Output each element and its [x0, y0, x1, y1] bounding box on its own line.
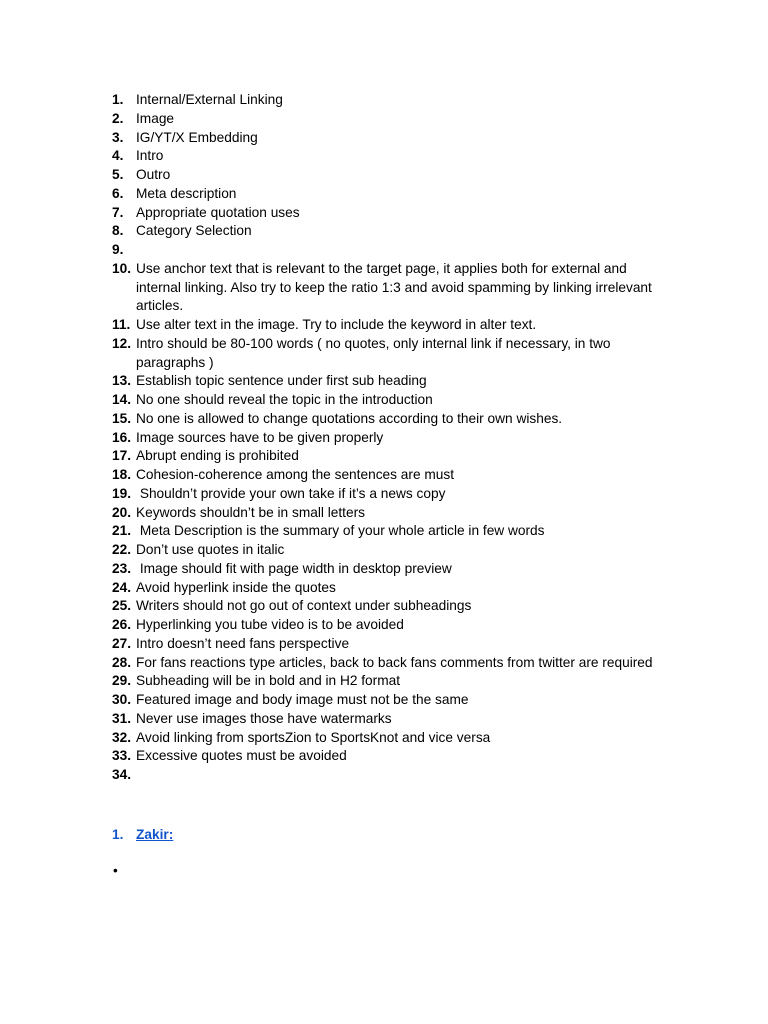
list-item-text: Image sources have to be given properly [136, 429, 384, 445]
list-item [112, 672, 672, 691]
list-number: 21. [112, 523, 132, 539]
list-item-text: Appropriate quotation uses [136, 204, 300, 220]
list-item-text: Establish topic sentence under first sub heading [136, 373, 427, 389]
list-number: 24. [112, 579, 132, 595]
list-item [112, 185, 672, 204]
list-item [112, 616, 672, 635]
list-item-text: Use anchor text that is relevant to the target page, it applies both for external and internal linking. Also try to keep the ratio 1:3 and avoid spamming by linking irrelevant articles. [136, 260, 656, 314]
list-item [112, 504, 672, 523]
list-item [112, 410, 672, 429]
list-number: 18. [112, 467, 132, 482]
list-item [112, 260, 672, 316]
list-number: 9. [112, 242, 124, 257]
list-item [112, 541, 672, 560]
list-item-text: Intro should be 80-100 words ( no quotes, only internal link if necessary, in two paragraphs ) [136, 335, 615, 370]
list-item [112, 747, 672, 766]
names-list [112, 826, 173, 845]
list-item [112, 766, 672, 785]
list-item [112, 654, 672, 673]
list-number: 8. [112, 223, 124, 239]
list-item-text: Cohesion-coherence among the sentences are must [136, 467, 455, 482]
list-item [112, 166, 672, 185]
list-item-text: Use alter text in the image. Try to include the keyword in alter text. [136, 317, 537, 332]
list-item [112, 597, 672, 616]
list-item [112, 635, 672, 654]
list-item-text: Hyperlinking you tube video is to be avoided [136, 617, 404, 632]
list-number: 3. [112, 129, 124, 145]
list-item [112, 372, 672, 391]
list-number: 23. [112, 560, 132, 576]
list-item [112, 710, 672, 729]
list-item-text: No one should reveal the topic in the introduction [136, 392, 433, 407]
list-item [112, 485, 672, 504]
list-number: 1. [112, 827, 124, 842]
list-number: 4. [112, 148, 124, 164]
list-number: 2. [112, 110, 124, 126]
list-item-text: Intro [136, 148, 164, 164]
list-item [112, 447, 672, 466]
list-item [112, 91, 672, 110]
list-item [112, 691, 672, 710]
list-item [112, 729, 672, 748]
list-item [112, 316, 672, 335]
list-item [112, 579, 672, 598]
list-number: 11. [112, 317, 131, 332]
list-item-text: Outro [136, 167, 171, 182]
list-number: 25. [112, 598, 132, 614]
list-item [112, 147, 672, 166]
list-number: 10. [112, 260, 132, 276]
list-item-text: Never use images those have watermarks [136, 710, 392, 726]
list-item-text: Keywords shouldn’t be in small letters [136, 504, 365, 520]
list-item-text [136, 766, 672, 785]
list-number: 16. [112, 429, 132, 445]
list-number: 34. [112, 767, 132, 782]
list-item-text: Excessive quotes must be avoided [136, 748, 347, 764]
list-number: 29. [112, 673, 132, 689]
list-number: 28. [112, 654, 132, 670]
list-number: 6. [112, 185, 124, 201]
list-item-text: Featured image and body image must not be the same [136, 692, 469, 707]
list-item-text: For fans reactions type articles, back to back fans comments from twitter are required [136, 654, 653, 670]
list-item-text: Abrupt ending is prohibited [136, 448, 299, 464]
list-item-text: No one is allowed to change quotations according to their own wishes. [136, 410, 563, 426]
list-item [112, 204, 672, 223]
list-item [112, 222, 672, 241]
list-item-text: Intro doesn’t need fans perspective [136, 635, 350, 651]
bullet-point: • [113, 863, 118, 878]
list-number: 1. [112, 92, 124, 107]
list-item [112, 522, 672, 541]
list-item [112, 466, 672, 485]
list-item [112, 560, 672, 579]
list-item [112, 429, 672, 448]
list-item-text: Image should fit with page width in desktop preview [136, 560, 452, 576]
list-number: 30. [112, 692, 132, 707]
list-number: 15. [112, 410, 132, 426]
list-item-text: IG/YT/X Embedding [136, 129, 258, 145]
list-item [112, 335, 672, 373]
list-number: 19. [112, 485, 132, 501]
list-item-text: Avoid linking from sportsZion to SportsKnot and vice versa [136, 729, 491, 745]
list-item-text: Subheading will be in bold and in H2 format [136, 673, 401, 689]
list-number: 27. [112, 635, 132, 651]
list-number: 7. [112, 204, 124, 220]
list-item [112, 241, 672, 260]
list-item-text: Meta description [136, 185, 237, 201]
list-number: 5. [112, 167, 124, 182]
list-item-text: Shouldn’t provide your own take if it’s a news copy [136, 485, 446, 501]
list-number: 13. [112, 373, 132, 389]
list-item [112, 391, 672, 410]
zakir-link[interactable]: Zakir: [136, 827, 174, 842]
list-number: 32. [112, 729, 132, 745]
list-item-text: Internal/External Linking [136, 92, 283, 107]
list-number: 33. [112, 748, 132, 764]
list-number: 12. [112, 335, 132, 351]
list-number: 26. [112, 617, 132, 632]
list-number: 22. [112, 542, 132, 557]
list-item [112, 826, 173, 845]
list-item [112, 129, 672, 148]
list-number: 31. [112, 710, 132, 726]
list-item-text: Don’t use quotes in italic [136, 542, 285, 557]
list-number: 14. [112, 392, 132, 407]
list-item [112, 110, 672, 129]
list-number: 17. [112, 448, 132, 464]
list-item-text [136, 241, 672, 260]
list-item-text: Avoid hyperlink inside the quotes [136, 579, 336, 595]
guidelines-list [112, 91, 672, 785]
list-item-text: Writers should not go out of context under subheadings [136, 598, 472, 614]
list-number: 20. [112, 504, 132, 520]
list-item-text: Image [136, 110, 175, 126]
list-item-text: Category Selection [136, 223, 252, 239]
list-item-text: Meta Description is the summary of your whole article in few words [136, 523, 545, 539]
